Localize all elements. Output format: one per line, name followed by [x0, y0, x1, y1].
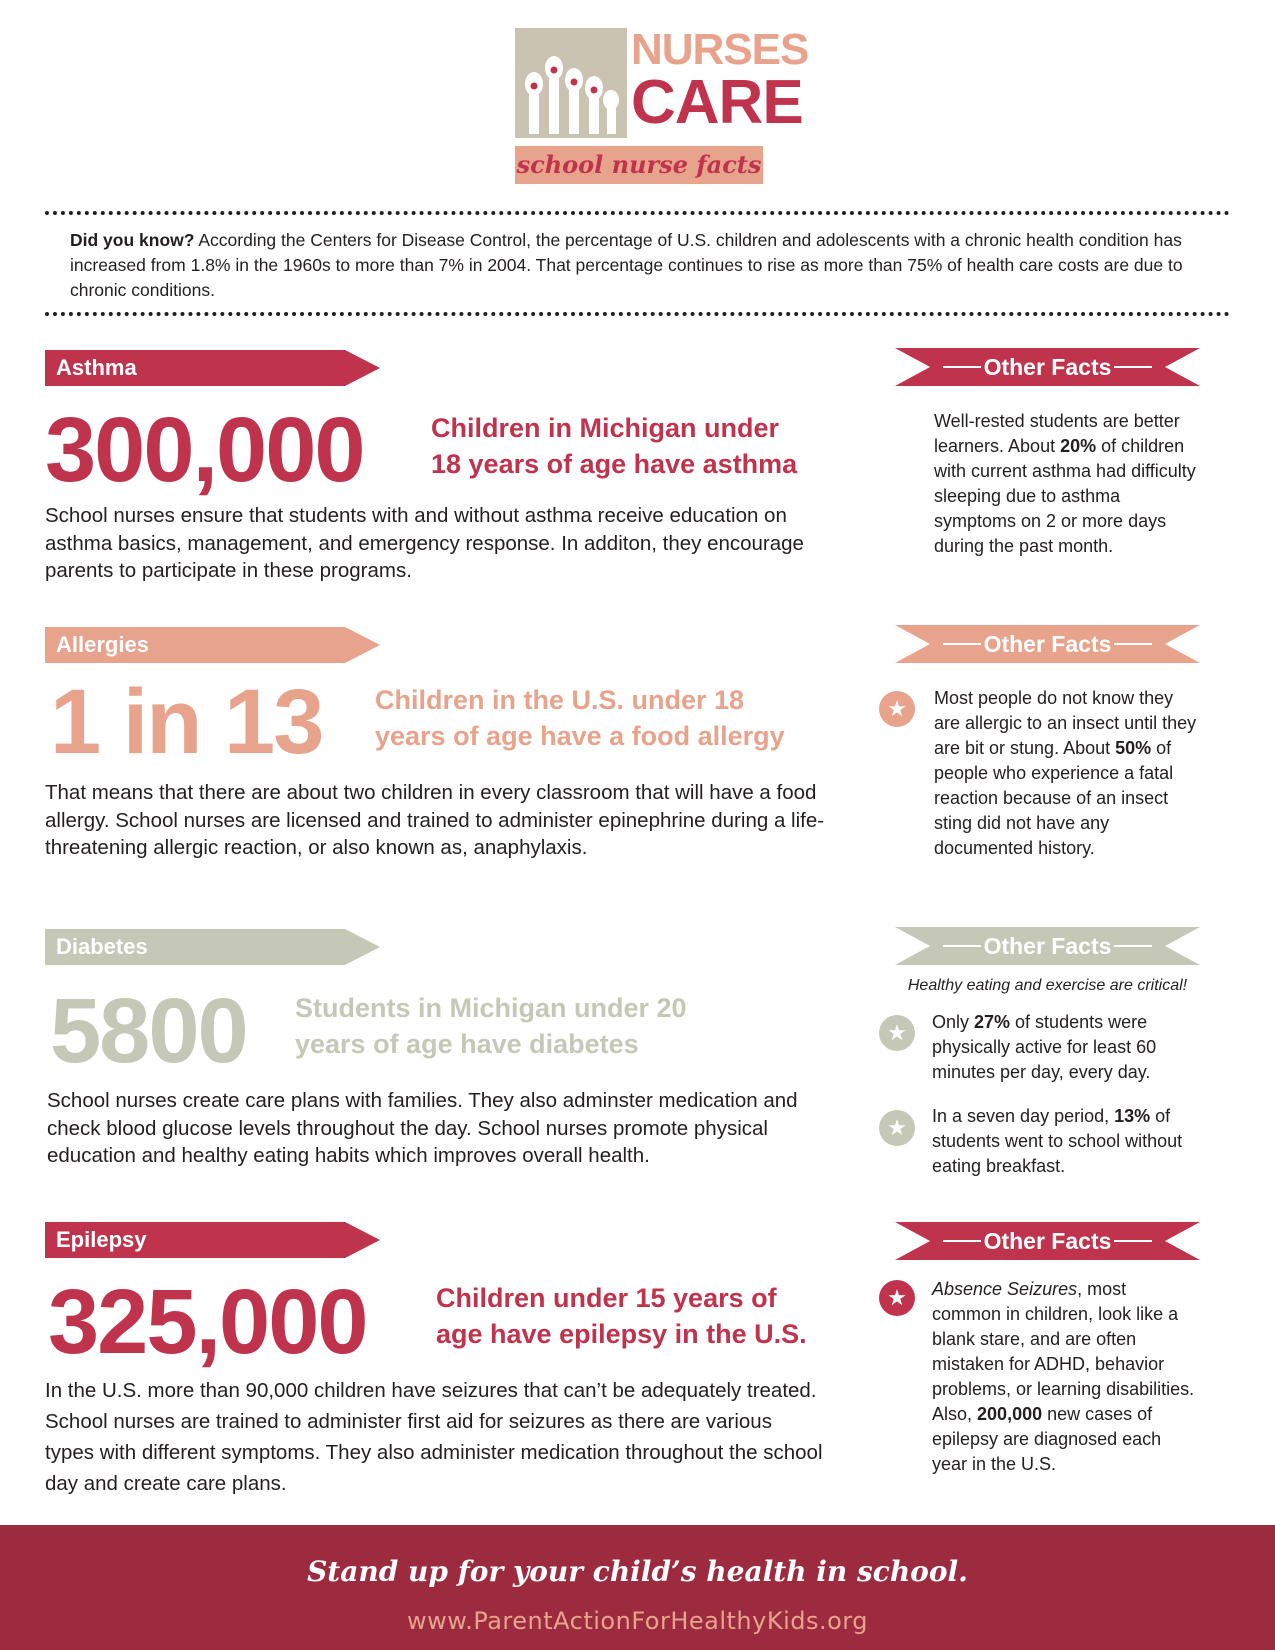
fact-text: Well-rested students are better learners. About	[934, 411, 1180, 456]
fact-asthma	[934, 409, 1199, 559]
logo-tagline: school nurse facts	[515, 146, 763, 184]
section-banner-allergies	[45, 627, 380, 663]
other-facts-ribbon-allergies	[895, 625, 1200, 663]
other-facts-ribbon-epilepsy	[895, 1222, 1200, 1260]
fact-text: of people who experience a fatal reaction because of an insect sting did not have any documented history.	[934, 738, 1174, 858]
body-text-diabetes: School nurses create care plans with families. They also adminster medication and check blood glucose levels throughout the day. School nurses promote physical education and healthy eating habits which improves overall health.	[47, 1089, 798, 1167]
section-title-asthma: Asthma	[56, 355, 137, 380]
stat-subhead-epilepsy: Children under 15 years of age have epilepsy in the U.S.	[436, 1283, 807, 1349]
section-title-diabetes: Diabetes	[56, 934, 148, 959]
stat-subhead-asthma: Children in Michigan under 18 years of age have asthma	[431, 413, 798, 479]
footer-band	[0, 1525, 1275, 1650]
other-facts-ribbon-asthma	[895, 348, 1200, 386]
section-title-epilepsy: Epilepsy	[56, 1227, 147, 1252]
other-facts-label: Other Facts	[983, 354, 1112, 380]
fact-text: new cases of epilepsy are diagnosed each year in the U.S.	[932, 1404, 1162, 1474]
fact-highlight: 13%	[1114, 1106, 1151, 1126]
stat-subhead-allergies: Children in the U.S. under 18 years of age have a food allergy	[375, 685, 785, 751]
intro-text: According the Centers for Disease Control, the percentage of U.S. children and adolescents with a chronic health condition has increased from 1.8% in the 1960s to more than 7% in 2004. That percentage continues to rise as more than 75% of health care costs are due to chronic conditions.	[70, 230, 1183, 300]
star-icon: ★	[879, 1280, 915, 1316]
logo-word-nurses: NURSES	[631, 25, 809, 74]
section-banner-diabetes	[45, 929, 380, 965]
other-facts-label: Other Facts	[983, 631, 1112, 657]
body-text-asthma: School nurses ensure that students with and without asthma receive education on asthma basics, management, and emergency response. In additon, they encourage parents to participate in these programs.	[45, 504, 804, 582]
fact-allergies	[934, 686, 1199, 861]
footer-url-link[interactable]: www.ParentActionForHealthyKids.org	[407, 1607, 868, 1635]
fact-highlight: 27%	[974, 1012, 1011, 1032]
section-banner-asthma	[45, 350, 380, 386]
body-text-allergies: That means that there are about two children in every classroom that will have a food allergy. School nurses are licensed and trained to administer epinephrine during a life-threatening allergic reaction, or also known as, anaphylaxis.	[45, 781, 825, 859]
fact-note-diabetes: Healthy eating and exercise are critical!	[907, 977, 1188, 994]
fact-text: Most people do not know they are allergic to an insect until they are bit or stung. About	[934, 688, 1197, 758]
fact-diabetes-2	[932, 1104, 1197, 1179]
fact-highlight: 200,000	[977, 1404, 1043, 1424]
body-text-epilepsy: In the U.S. more than 90,000 children have seizures that can’t be adequately treated. School nurses are trained to administer first aid for seizures as there are various types with different symptoms. They also administer medication throughout the school day and create care plans.	[45, 1379, 823, 1495]
fact-text: of students went to school without eating breakfast.	[932, 1106, 1183, 1176]
fact-diabetes-1	[932, 1010, 1197, 1085]
fact-text: Only	[932, 1012, 975, 1032]
footer-slogan: Stand up for your child’s health in school.	[307, 1555, 968, 1588]
stat-number-asthma: 300,000	[45, 399, 364, 501]
star-icon: ★	[879, 691, 915, 727]
fact-highlight: 20%	[1060, 436, 1097, 456]
fact-text: , most common in children, look like a blank stare, and are often mistaken for ADHD, behavior problems, or learning disabilities. Also,	[932, 1279, 1195, 1424]
other-facts-ribbon-diabetes	[895, 927, 1200, 965]
divider-top	[45, 211, 1230, 215]
stat-subhead-diabetes: Students in Michigan under 20 years of age have diabetes	[295, 993, 687, 1059]
stat-number-diabetes: 5800	[50, 980, 247, 1082]
stat-number-epilepsy: 325,000	[48, 1271, 367, 1373]
other-facts-label: Other Facts	[983, 1228, 1112, 1254]
star-icon: ★	[879, 1015, 915, 1051]
logo-word-care: CARE	[631, 68, 803, 137]
fact-text: of students were physically active for least 60 minutes per day, every day.	[932, 1012, 1157, 1082]
nurses-care-logo	[515, 25, 809, 188]
section-title-allergies: Allergies	[56, 632, 149, 657]
fact-epilepsy	[932, 1277, 1200, 1477]
intro-lead: Did you know?	[70, 230, 195, 250]
star-icon: ★	[879, 1110, 915, 1146]
intro-paragraph	[70, 228, 1190, 303]
fact-italic: Absence Seizures	[932, 1279, 1078, 1299]
fact-text: In a seven day period,	[932, 1106, 1115, 1126]
raised-hands-icon	[515, 28, 627, 138]
divider-bottom	[45, 312, 1230, 316]
section-banner-epilepsy	[45, 1222, 380, 1258]
stat-number-allergies: 1 in 13	[50, 671, 323, 773]
fact-text: of children with current asthma had difficulty sleeping due to asthma symptoms on 2 or more days during the past month.	[934, 436, 1196, 556]
fact-highlight: 50%	[1115, 738, 1152, 758]
other-facts-label: Other Facts	[983, 933, 1112, 959]
